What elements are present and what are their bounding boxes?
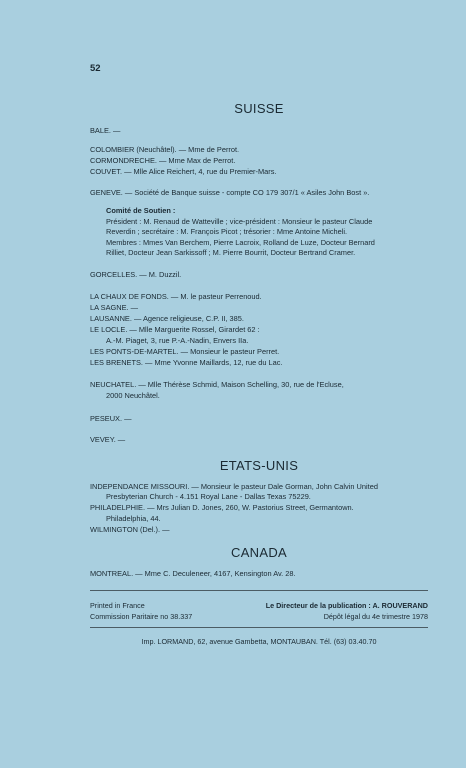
entry-bale: BALE. — xyxy=(90,126,121,135)
comite-membres-line1: Membres : Mmes Van Berchem, Pierre Lacroix, Rolland de Luze, Docteur Bernard xyxy=(106,238,375,247)
comite-membres-line2: Rilliet, Docteur Jean Sarkissoff ; M. Pierre Bourrit, Docteur Bertrand Cramer. xyxy=(106,248,356,257)
entry-vevey: VEVEY. — xyxy=(90,435,126,444)
heading-suisse: SUISSE xyxy=(234,101,284,116)
entry-le-locle-line1: LE LOCLE. — Mlle Marguerite Rossel, Girardet 62 : xyxy=(90,325,260,334)
entry-independance-line2: Presbyterian Church - 4.151 Royal Lane - Dallas Texas 75229. xyxy=(106,492,311,501)
footer-commission: Commission Paritaire no 38.337 xyxy=(90,612,193,621)
footer-divider xyxy=(90,590,428,591)
entry-la-sagne: LA SAGNE. — xyxy=(90,303,139,312)
entry-le-locle-line2: A.-M. Piaget, 3, rue P.-A.-Nadin, Envers IIa. xyxy=(106,336,249,345)
footer-divider-2 xyxy=(90,627,428,628)
footer-imprimeur: Imp. LORMAND, 62, avenue Gambetta, MONTAUBAN. Tél. (63) 03.40.70 xyxy=(141,637,377,646)
entry-neuchatel-line2: 2000 Neuchâtel. xyxy=(106,391,160,400)
heading-canada: CANADA xyxy=(231,545,287,560)
comite-president-line1: Président : M. Renaud de Watteville ; vice-président : Monsieur le pasteur Claude xyxy=(106,217,373,226)
entry-wilmington: WILMINGTON (Del.). — xyxy=(90,525,170,534)
entry-philadelphie-line2: Philadelphia, 44. xyxy=(106,514,161,523)
entry-independance-line1: INDEPENDANCE MISSOURI. — Monsieur le pasteur Dale Gorman, John Calvin United xyxy=(90,482,378,491)
entry-les-brenets: LES BRENETS. — Mme Yvonne Maillards, 12, rue du Lac. xyxy=(90,358,283,367)
comite-title: Comité de Soutien : xyxy=(106,206,176,215)
entry-lausanne: LAUSANNE. — Agence religieuse, C.P. II, 385. xyxy=(90,314,244,323)
entry-montreal: MONTREAL. — Mme C. Deculeneer, 4167, Kensington Av. 28. xyxy=(90,569,296,578)
footer-depot: Dépôt légal du 4e trimestre 1978 xyxy=(323,612,428,621)
footer-printed: Printed in France xyxy=(90,601,145,610)
entry-cormondreche: CORMONDRECHE. — Mme Max de Perrot. xyxy=(90,156,236,165)
entry-neuchatel-line1: NEUCHATEL. — Mlle Thérèse Schmid, Maison Schelling, 30, rue de l'Ecluse, xyxy=(90,380,344,389)
comite-president-line2: Reverdin ; secrétaire : M. François Picot ; trésorier : Mme Antoine Micheli. xyxy=(106,227,348,236)
entry-chaux-de-fonds: LA CHAUX DE FONDS. — M. le pasteur Perrenoud. xyxy=(90,292,262,301)
heading-etats-unis: ETATS-UNIS xyxy=(219,458,299,473)
entry-peseux: PESEUX. — xyxy=(90,414,132,423)
entry-couvet: COUVET. — Mlle Alice Reichert, 4, rue du Premier-Mars. xyxy=(90,167,277,176)
page-number: 52 xyxy=(90,63,101,74)
entry-colombier: COLOMBIER (Neuchâtel). — Mme de Perrot. xyxy=(90,145,240,154)
entry-ponts-de-martel: LES PONTS-DE-MARTEL. — Monsieur le pasteur Perret. xyxy=(90,347,280,356)
entry-geneve: GENEVE. — Société de Banque suisse - compte CO 179 307/1 « Asiles John Bost ». xyxy=(90,188,370,197)
entry-gorcelles: GORCELLES. — M. Duzzil. xyxy=(90,270,182,279)
footer-directeur: Le Directeur de la publication : A. ROUVERAND xyxy=(265,601,428,610)
entry-philadelphie-line1: PHILADELPHIE. — Mrs Julian D. Jones, 260, W. Pastorius Street, Germantown. xyxy=(90,503,354,512)
